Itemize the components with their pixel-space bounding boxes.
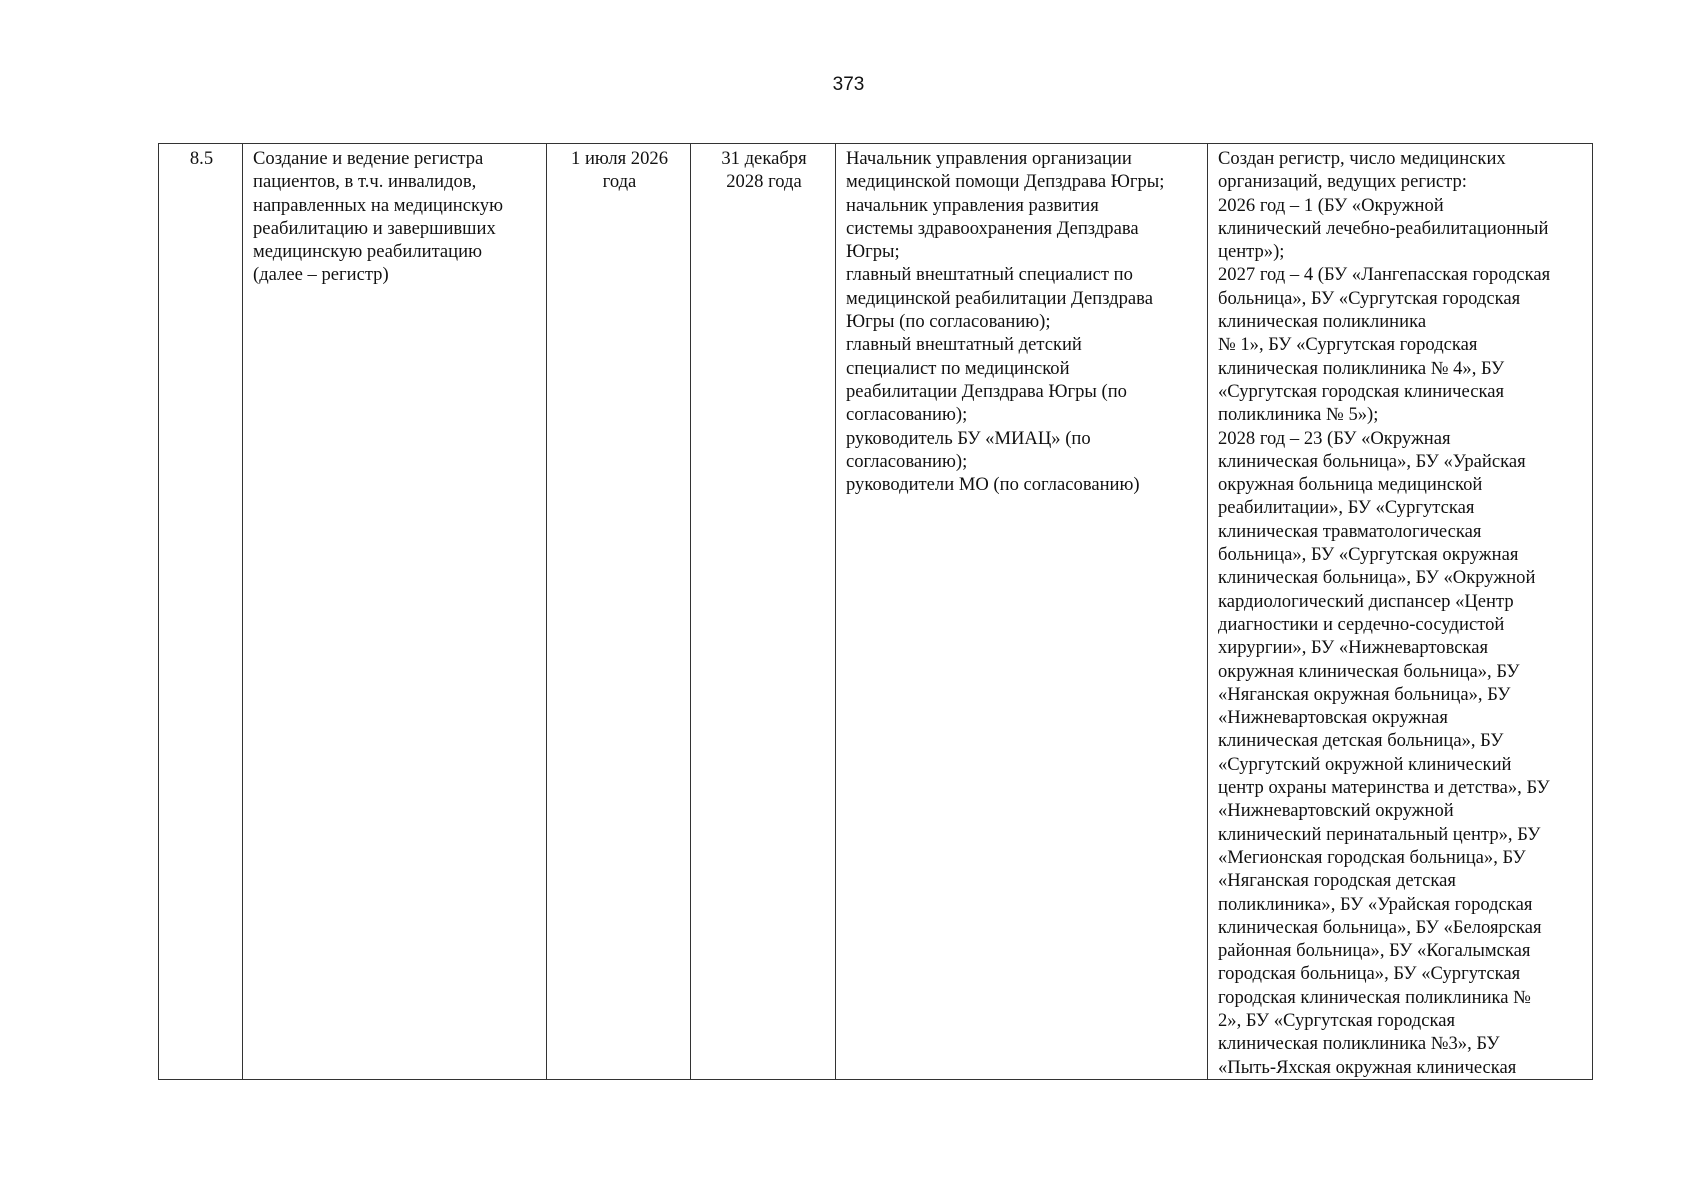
cell-text-line: Создан регистр, число медицинских — [1218, 148, 1506, 169]
cell-text-line: согласованию); — [846, 450, 968, 472]
cell-text-line: медицинской реабилитации Депздрава — [846, 287, 1153, 309]
cell-text-line: руководитель БУ «МИАЦ» (по — [846, 427, 1091, 449]
row-number-cell — [159, 144, 243, 1080]
cell-text-line: районная больница», БУ «Когалымская — [1218, 940, 1531, 962]
cell-text-line: клиническая поликлиника № 4», БУ — [1218, 357, 1505, 379]
cell-text-line: клиническая больница», БУ «Белоярская — [1218, 916, 1542, 938]
cell-text-line: 2026 год – 1 (БУ «Окружной — [1218, 194, 1444, 216]
cell-text-line: Югры; — [846, 241, 900, 263]
page-number: 373 — [832, 74, 865, 95]
cell-text-line: года — [602, 171, 637, 193]
cell-text-line: клиническая поликлиника — [1218, 311, 1427, 333]
cell-text-line: клиническая детская больница», БУ — [1218, 730, 1504, 752]
cell-text-line: медицинскую реабилитацию — [253, 241, 482, 263]
cell-text-line: городская больница», БУ «Сургутская — [1218, 963, 1521, 985]
cell-text-line: больница», БУ «Сургутская окружная — [1218, 544, 1519, 566]
cell-text-line: «Пыть-Яхская окружная клиническая — [1218, 1056, 1517, 1078]
cell-text-line: хирургии», БУ «Нижневартовская — [1218, 637, 1489, 659]
cell-text-line: кардиологический диспансер «Центр — [1218, 590, 1514, 612]
measure-cell — [243, 144, 547, 1080]
start-date-cell — [547, 144, 691, 1080]
cell-text-line: 2027 год – 4 (БУ «Лангепасская городская — [1218, 264, 1551, 286]
cell-text-line: реабилитацию и завершивших — [253, 217, 496, 239]
cell-text-line: «Сургутский окружной клинический — [1218, 753, 1512, 775]
cell-text-line: Создание и ведение регистра — [253, 148, 484, 169]
cell-text-line: «Нижневартовская окружная — [1218, 707, 1448, 729]
cell-text-line: пациентов, в т.ч. инвалидов, — [253, 171, 477, 193]
cell-text-line: «Сургутская городская клиническая — [1218, 380, 1505, 402]
cell-text-line: больница», БУ «Сургутская городская — [1218, 287, 1521, 309]
cell-text-line: поликлиника № 5»); — [1218, 404, 1379, 426]
end-date-cell — [691, 144, 836, 1080]
responsible-cell — [836, 144, 1208, 1080]
cell-text-line: (далее – регистр) — [253, 264, 389, 286]
cell-text-line: медицинской помощи Депздрава Югры; — [846, 171, 1165, 193]
cell-text-line: клиническая больница», БУ «Окружной — [1218, 567, 1536, 589]
cell-text-line: реабилитации Депздрава Югры (по — [846, 380, 1127, 402]
cell-text-line: центр»); — [1218, 241, 1285, 263]
cell-text-line: окружная клиническая больница», БУ — [1218, 660, 1520, 682]
cell-text-line: 2028 года — [726, 171, 802, 193]
cell-text-line: 31 декабря — [721, 148, 807, 169]
cell-text-line: клиническая больница», БУ «Урайская — [1218, 450, 1526, 472]
cell-text-line: главный внештатный специалист по — [846, 264, 1133, 286]
cell-text-line: 1 июля 2026 — [571, 148, 668, 169]
cell-text-line: Начальник управления организации — [846, 148, 1132, 169]
cell-text-line: направленных на медицинскую — [253, 194, 503, 216]
cell-text-line: центр охраны материнства и детства», БУ — [1218, 777, 1550, 799]
cell-text-line: руководители МО (по согласованию) — [846, 474, 1140, 496]
table-row — [159, 144, 1593, 1080]
cell-text-line: согласованию); — [846, 404, 968, 426]
cell-text-line: главный внештатный детский — [846, 334, 1082, 356]
cell-text-line: «Няганская окружная больница», БУ — [1218, 683, 1511, 705]
cell-text-line: клиническая травматологическая — [1218, 520, 1482, 542]
cell-text-line: Югры (по согласованию); — [846, 311, 1051, 333]
row-number: 8.5 — [189, 148, 214, 169]
cell-text-line: организаций, ведущих регистр: — [1218, 171, 1467, 193]
result-cell — [1208, 144, 1593, 1080]
cell-text-line: № 1», БУ «Сургутская городская — [1218, 334, 1478, 356]
cell-text-line: клинический лечебно-реабилитационный — [1218, 217, 1549, 239]
cell-text-line: «Мегионская городская больница», БУ — [1218, 846, 1526, 868]
cell-text-line: 2», БУ «Сургутская городская — [1218, 1009, 1456, 1031]
cell-text-line: клинический перинатальный центр», БУ — [1218, 823, 1541, 845]
cell-text-line: 2028 год – 23 (БУ «Окружная — [1218, 427, 1451, 449]
cell-text-line: начальник управления развития — [846, 194, 1099, 216]
cell-text-line: специалист по медицинской — [846, 357, 1070, 379]
cell-text-line: «Няганская городская детская — [1218, 870, 1456, 892]
cell-text-line: реабилитации», БУ «Сургутская — [1218, 497, 1475, 519]
cell-text-line: системы здравоохранения Депздрава — [846, 217, 1139, 239]
plan-table — [158, 143, 1593, 1080]
cell-text-line: городская клиническая поликлиника № — [1218, 986, 1531, 1008]
cell-text-line: окружная больница медицинской — [1218, 474, 1483, 496]
cell-text-line: «Нижневартовский окружной — [1218, 800, 1454, 822]
cell-text-line: диагностики и сердечно-сосудистой — [1218, 613, 1505, 635]
cell-text-line: поликлиника», БУ «Урайская городская — [1218, 893, 1533, 915]
cell-text-line: клиническая поликлиника №3», БУ — [1218, 1033, 1500, 1055]
